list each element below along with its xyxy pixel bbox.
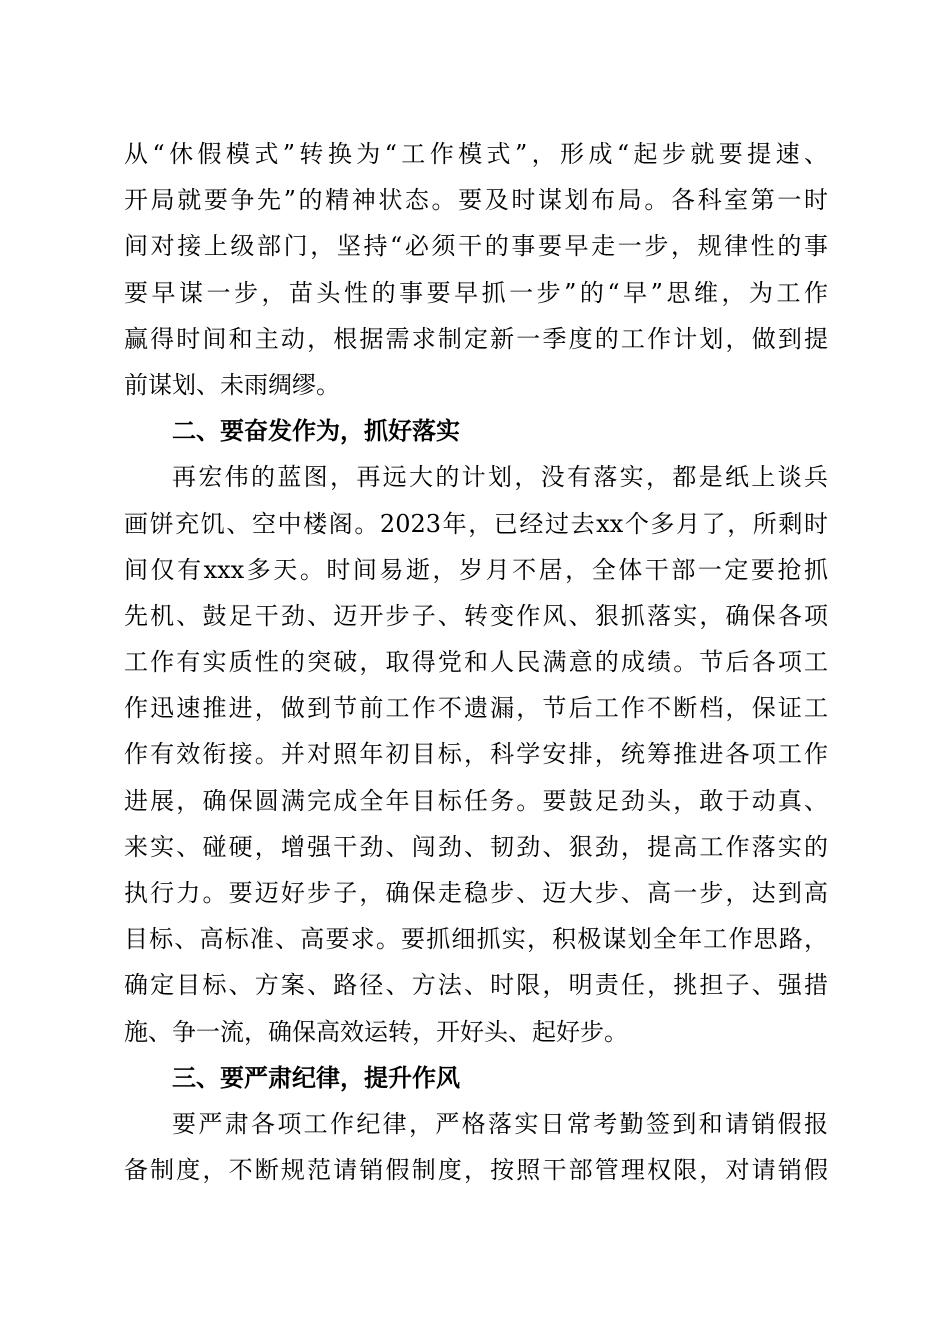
paragraph-line: 目标、高标准、高要求。要抓细抓实，积极谋划全年工作思路，: [124, 925, 828, 954]
paragraph-line: 要严肃各项工作纪律，严格落实日常考勤签到和请销假报: [172, 1109, 828, 1138]
paragraph-line: 间对接上级部门，坚持“必须干的事要早走一步，规律性的事: [124, 232, 828, 261]
paragraph-line: 要早谋一步，苗头性的事要早抓一步”的“早”思维，为工作: [124, 278, 828, 307]
paragraph-line: 确定目标、方案、路径、方法、时限，明责任，挑担子、强措: [124, 971, 828, 1000]
paragraph-line: 执行力。要迈好步子，确保走稳步、迈大步、高一步，达到高: [124, 879, 828, 907]
paragraph-line: 赢得时间和主动，根据需求制定新一季度的工作计划，做到提: [124, 324, 828, 353]
paragraph-line: 画饼充饥、空中楼阁。2023年，已经过去xx个多月了，所剩时: [124, 509, 828, 538]
paragraph-line: 开局就要争先”的精神状态。要及时谋划布局。各科室第一时: [124, 186, 828, 215]
section-heading-2: 二、要奋发作为，抓好落实: [172, 417, 460, 446]
paragraph-line: 施、争一流，确保高效运转，开好头、起好步。: [124, 1017, 628, 1046]
paragraph-line: 前谋划、未雨绸缪。: [124, 370, 340, 399]
document-body: [124, 131, 828, 1193]
paragraph-line: 间仅有xxx多天。时间易逝，岁月不居，全体干部一定要抢抓: [124, 555, 828, 584]
paragraph-line: 作有效衔接。并对照年初目标，科学安排，统筹推进各项工作: [124, 740, 828, 769]
paragraph-line: 再宏伟的蓝图，再远大的计划，没有落实，都是纸上谈兵: [172, 463, 828, 492]
paragraph-line: 工作有实质性的突破，取得党和人民满意的成绩。节后各项工: [124, 648, 828, 677]
paragraph-line: 来实、碰硬，增强干劲、闯劲、韧劲、狠劲，提高工作落实的: [124, 832, 828, 861]
paragraph-line: 备制度，不断规范请销假制度，按照干部管理权限，对请销假: [124, 1156, 828, 1185]
section-heading-3: 三、要严肃纪律，提升作风: [172, 1063, 460, 1092]
paragraph-line: 先机、鼓足干劲、迈开步子、转变作风、狠抓落实，确保各项: [124, 601, 828, 630]
paragraph-line: 从“休假模式”转换为“工作模式”，形成“起步就要提速、: [124, 140, 828, 168]
paragraph-line: 进展，确保圆满完成全年目标任务。要鼓足劲头，敢于动真、: [124, 786, 828, 815]
paragraph-line: 作迅速推进，做到节前工作不遗漏，节后工作不断档，保证工: [124, 694, 828, 723]
